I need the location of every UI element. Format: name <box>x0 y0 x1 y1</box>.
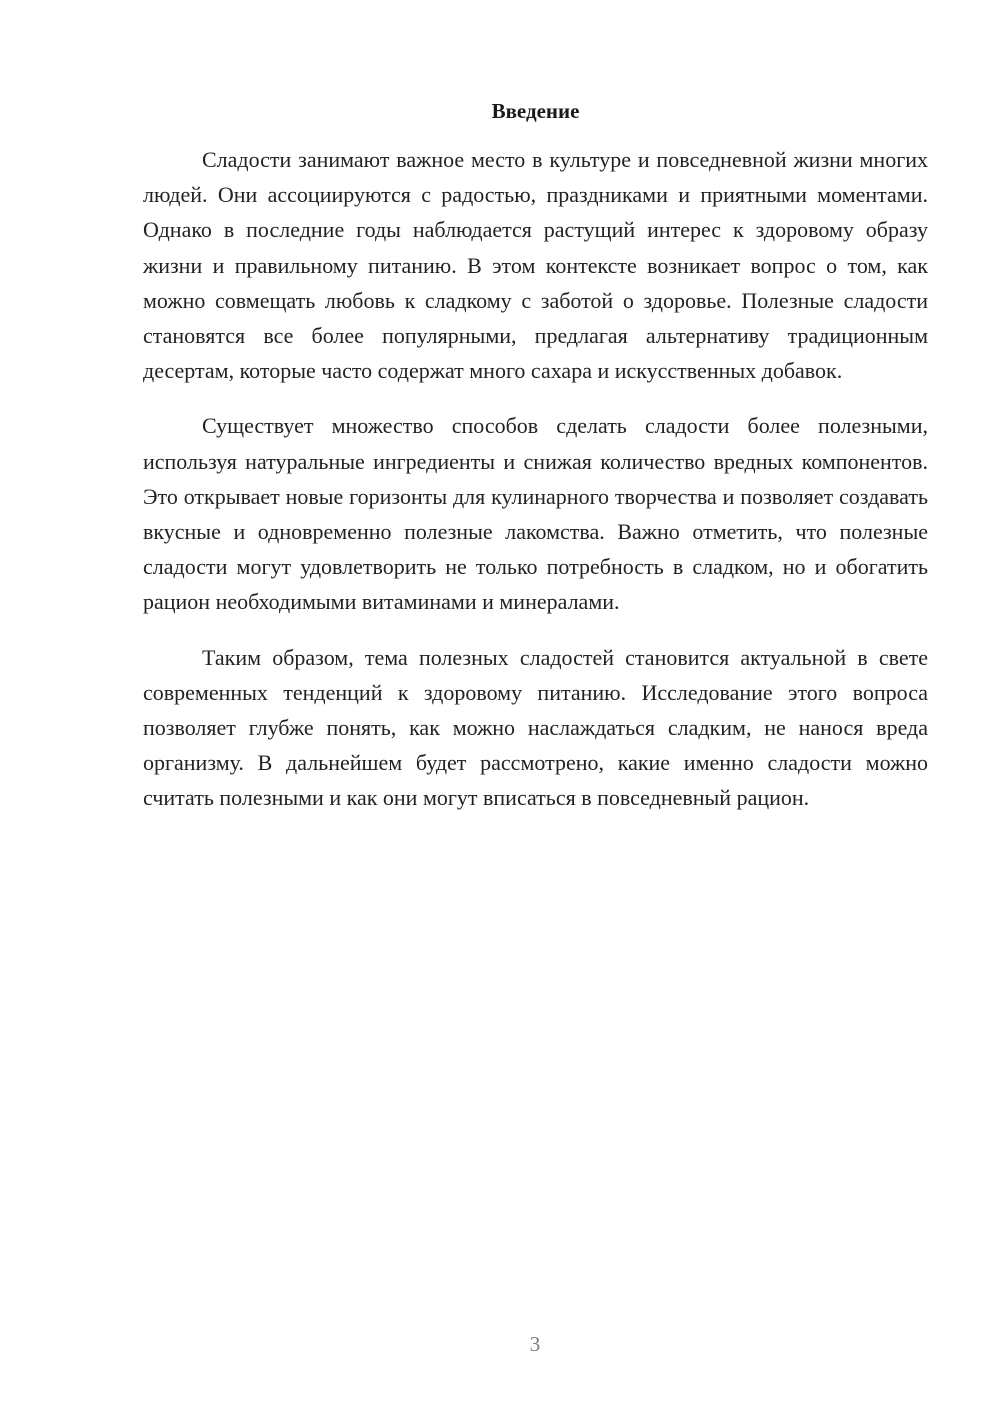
paragraph-2: Существует множество способов сделать сладости более полезными, используя натуральные ингредиенты и снижая количество вредных компонентов. Это открывает новые горизонты для кулинарного творчества и позволяет создавать вкусные и одновременно полезные лакомства. Важно отметить, что полезные сладости могут удовлетворить не только потребность в сладком, но и обогатить рацион необходимыми витаминами и минералами. <box>143 413 928 615</box>
page-content <box>143 95 928 836</box>
paragraph-3: Таким образом, тема полезных сладостей становится актуальной в свете современных тенденций к здоровому питанию. Исследование этого вопроса позволяет глубже понять, как можно наслаждаться сладким, не нанося вреда организму. В дальнейшем будет рассмотрено, какие именно сладости можно считать полезными и как они могут вписаться в повседневный рацион. <box>143 644 928 811</box>
section-title: Введение <box>491 99 580 123</box>
paragraph-1: Сладости занимают важное место в культуре и повседневной жизни многих людей. Они ассоциируются с радостью, праздниками и приятными моментами. Однако в последние годы наблюдается растущий интерес к здоровому образу жизни и правильному питанию. В этом контексте возникает вопрос о том, как можно совмещать любовь к сладкому с заботой о здоровье. Полезные сладости становятся все более популярными, предлагая альтернативу традиционным десертам, которые часто содержат много сахара и искусственных добавок. <box>143 147 928 384</box>
page-number: 3 <box>529 1332 541 1356</box>
